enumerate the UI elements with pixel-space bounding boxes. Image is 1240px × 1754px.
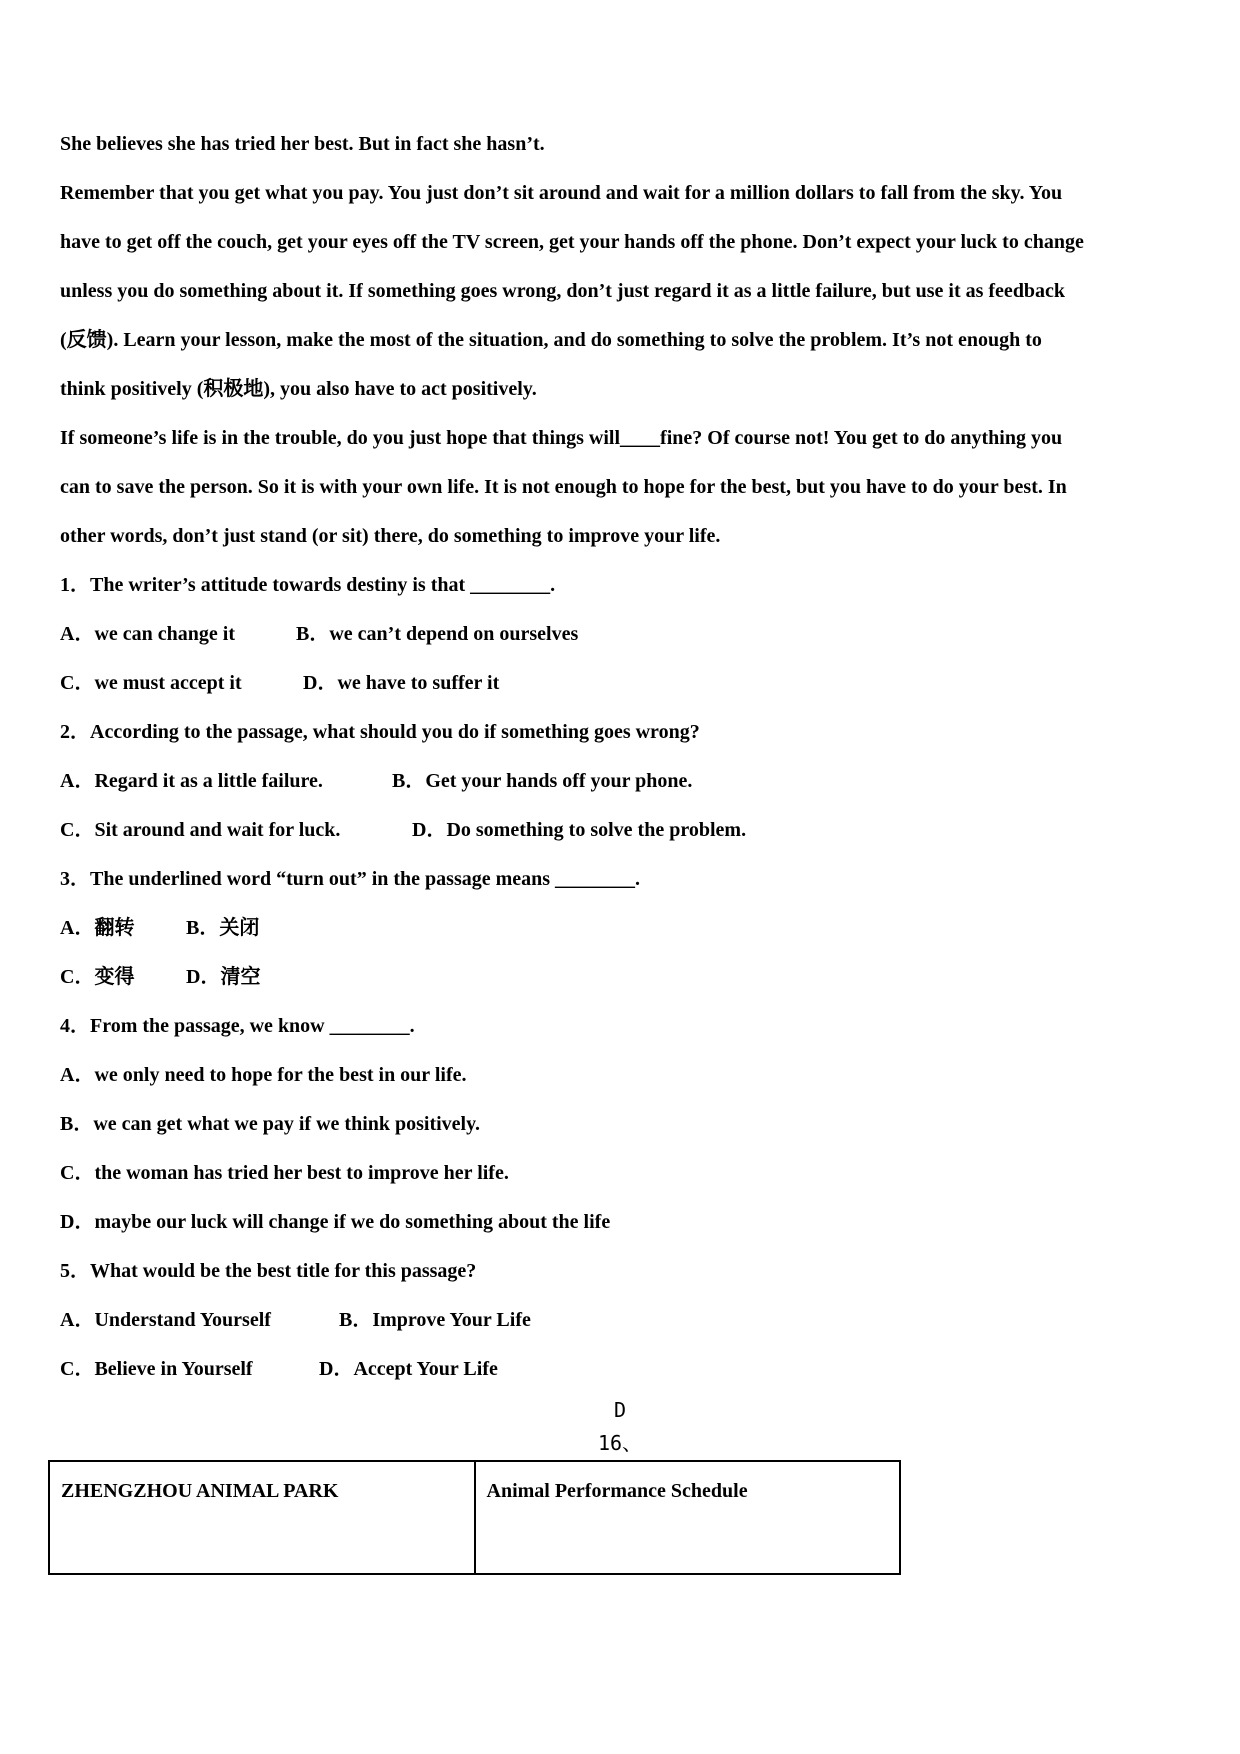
option-d: D．Do something to solve the problem. — [412, 819, 747, 841]
option-a: A．翻转 — [60, 917, 135, 939]
passage-line: think positively (积极地), you also have to act positively. — [60, 378, 537, 400]
option-d: D．maybe our luck will change if we do something about the life — [60, 1211, 611, 1233]
option-b: B．Get your hands off your phone. — [392, 770, 693, 792]
option-b: B．关闭 — [186, 917, 260, 939]
schedule-table — [48, 1460, 901, 1575]
passage-line: She believes she has tried her best. But in fact she hasn’t. — [60, 133, 545, 155]
passage-line: unless you do something about it. If something goes wrong, don’t just regard it as a little failure, but use it as feedback — [60, 280, 1066, 302]
option-a: A．Regard it as a little failure. — [60, 770, 323, 792]
question-stem: 5．What would be the best title for this passage? — [60, 1260, 477, 1282]
option-c: C．we must accept it — [60, 672, 242, 694]
option-b: B．we can’t depend on ourselves — [296, 623, 579, 645]
option-a: A．we only need to hope for the best in our life. — [60, 1064, 467, 1086]
question-stem: 2．According to the passage, what should you do if something goes wrong? — [60, 721, 700, 743]
option-a: A．we can change it — [60, 623, 235, 645]
section-number: 16、 — [597, 1431, 643, 1455]
option-b: B．Improve Your Life — [339, 1309, 531, 1331]
option-c: C．Sit around and wait for luck. — [60, 819, 341, 841]
option-d: D．we have to suffer it — [303, 672, 500, 694]
table-cell-park-name: ZHENGZHOU ANIMAL PARK — [49, 1461, 475, 1574]
option-c: C．变得 — [60, 966, 135, 988]
table-cell-schedule-title: Animal Performance Schedule — [475, 1461, 901, 1574]
passage-line: Remember that you get what you pay. You just don’t sit around and wait for a million dollars to fall from the sky. You — [60, 182, 1063, 204]
passage-line: (反馈). Learn your lesson, make the most of the situation, and do something to solve the problem. It’s not enough to — [60, 329, 1042, 351]
passage-line: other words, don’t just stand (or sit) there, do something to improve your life. — [60, 525, 721, 547]
option-d: D．清空 — [186, 966, 261, 988]
option-b: B．we can get what we pay if we think positively. — [60, 1113, 480, 1135]
option-d: D．Accept Your Life — [319, 1358, 498, 1380]
option-a: A．Understand Yourself — [60, 1309, 271, 1331]
passage-line: have to get off the couch, get your eyes off the TV screen, get your hands off the phone. Don’t expect your luck to change — [60, 231, 1084, 253]
section-letter: D — [613, 1398, 627, 1422]
question-stem: 1．The writer’s attitude towards destiny is that ________. — [60, 574, 556, 596]
question-stem: 4．From the passage, we know ________. — [60, 1015, 415, 1037]
option-c: C．the woman has tried her best to improve her life. — [60, 1162, 509, 1184]
question-stem: 3．The underlined word “turn out” in the passage means ________. — [60, 868, 641, 890]
table-row — [49, 1461, 900, 1574]
passage-line: If someone’s life is in the trouble, do you just hope that things will____fine? Of course not! You get to do anything you — [60, 427, 1063, 449]
passage-line: can to save the person. So it is with your own life. It is not enough to hope for the best, but you have to do your best. In — [60, 476, 1067, 498]
option-c: C．Believe in Yourself — [60, 1358, 253, 1380]
